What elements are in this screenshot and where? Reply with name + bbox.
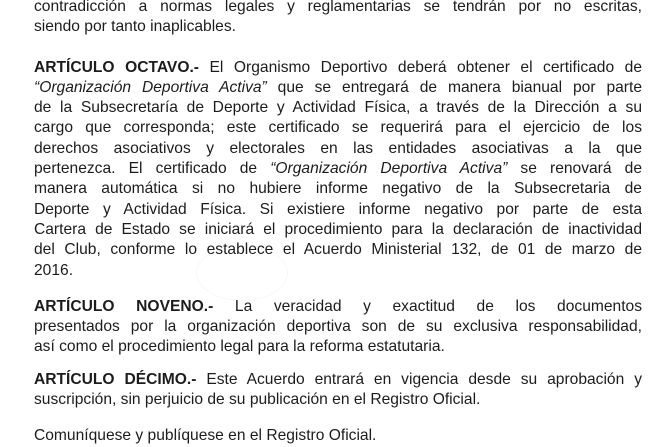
article-heading: ARTÍCULO NOVENO.- [34, 297, 214, 315]
text-line: manera automática si no hubiere informe negativo de la Subsecretaria de [34, 180, 642, 198]
text-fragment: pertenezca. El certificado de [34, 160, 271, 178]
text-line [34, 297, 642, 317]
article-decimo [34, 370, 642, 411]
text-line: cargo que corresponda; este certificado se requerirá para el ejercicio de los [34, 119, 642, 137]
text-line: del Club, conforme lo establece el Acuerdo Ministerial 132, de 01 de marzo de [34, 241, 642, 259]
text-line: suscripción, sin perjuicio de su publicación en el Registro Oficial. [34, 391, 481, 409]
text-line: siendo por tanto inaplicables. [34, 18, 236, 36]
text-fragment: El Organismo Deportivo deberá obtener el certificado de [199, 58, 642, 76]
faint-stamp-mark [196, 245, 288, 301]
closing-line: Comuníquese y publíquese en el Registro Oficial. [34, 427, 377, 445]
text-fragment: se renovará de [507, 160, 642, 178]
article-heading: ARTÍCULO DÉCIMO.- [34, 370, 197, 388]
text-line: así como el procedimiento legal para la reforma estatutaria. [34, 338, 445, 356]
text-line: de la Subsecretaría de Deporte y Actividad Física, a través de la Dirección a su [34, 99, 642, 117]
text-line: presentados por la organización deportiva son de su exclusiva responsabilidad, [34, 318, 642, 336]
text-line [34, 58, 642, 78]
text-fragment: Este Acuerdo entrará en vigencia desde su aprobación y [196, 370, 642, 388]
text-line: contradicción a normas legales y reglamentarias se tendrán por no escritas, [34, 0, 642, 15]
text-line: 2016. [34, 261, 74, 279]
continuation-paragraph [34, 0, 642, 38]
article-octavo [34, 58, 642, 281]
text-line [34, 78, 642, 98]
text-fragment: La veracidad y exactitud de los documentos [213, 297, 642, 315]
text-line [34, 370, 642, 390]
text-line: derechos asociativos y electorales en las entidades asociativas a la que [34, 139, 642, 157]
document-body [34, 0, 642, 447]
text-line: Cartera de Estado se iniciará el procedimiento para la declaración de inactividad [34, 220, 642, 238]
text-fragment: que se entregará de manera bianual por parte [266, 78, 642, 96]
italic-term: “Organización Deportiva Activa” [270, 160, 508, 178]
text-line: Deporte y Actividad Física. Si existiere informe negativo por parte de esta [34, 200, 642, 218]
article-noveno [34, 297, 642, 358]
italic-term: “Organización Deportiva Activa” [34, 78, 267, 96]
article-heading: ARTÍCULO OCTAVO.- [34, 58, 199, 76]
text-line [34, 159, 642, 179]
